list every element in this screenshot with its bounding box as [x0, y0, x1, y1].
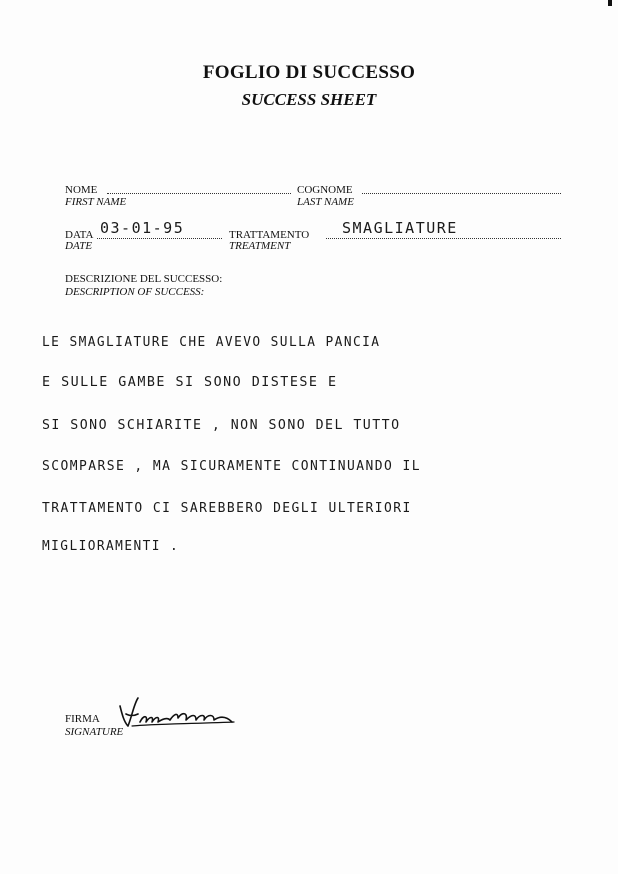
treatment-value: SMAGLIATURE — [342, 219, 458, 237]
nome-field[interactable] — [107, 193, 291, 194]
nome-label: NOME — [65, 184, 98, 196]
treatment-label: TREATMENT — [229, 240, 291, 252]
handwritten-signature — [112, 692, 247, 747]
cognome-field[interactable] — [362, 193, 561, 194]
page-subtitle: SUCCESS SHEET — [241, 90, 377, 109]
description-line: SCOMPARSE , MA SICURAMENTE CONTINUANDO IL — [42, 458, 421, 474]
firma-label: FIRMA — [65, 713, 100, 725]
data-label: DATA — [65, 229, 94, 241]
description-line: E SULLE GAMBE SI SONO DISTESE E — [42, 374, 338, 390]
page-title: FOGLIO DI SUCCESSO — [202, 62, 416, 83]
description-line: SI SONO SCHIARITE , NON SONO DEL TUTTO — [42, 417, 401, 433]
description-label: DESCRIPTION OF SUCCESS: — [65, 286, 205, 298]
description-line: TRATTAMENTO CI SAREBBERO DEGLI ULTERIORI — [42, 500, 412, 516]
date-label: DATE — [65, 240, 93, 252]
description-line: MIGLIORAMENTI . — [42, 538, 180, 554]
first-name-label: FIRST NAME — [65, 196, 127, 208]
trattamento-label: TRATTAMENTO — [229, 229, 310, 241]
description-line: LE SMAGLIATURE CHE AVEVO SULLA PANCIA — [42, 334, 381, 350]
trattamento-field[interactable] — [326, 238, 561, 239]
descrizione-label: DESCRIZIONE DEL SUCCESSO: — [65, 273, 223, 285]
scan-mark — [608, 0, 612, 6]
data-field[interactable] — [97, 238, 222, 239]
signature-label: SIGNATURE — [65, 726, 124, 738]
last-name-label: LAST NAME — [297, 196, 354, 208]
date-value: 03-01-95 — [100, 219, 185, 237]
cognome-label: COGNOME — [297, 184, 353, 196]
